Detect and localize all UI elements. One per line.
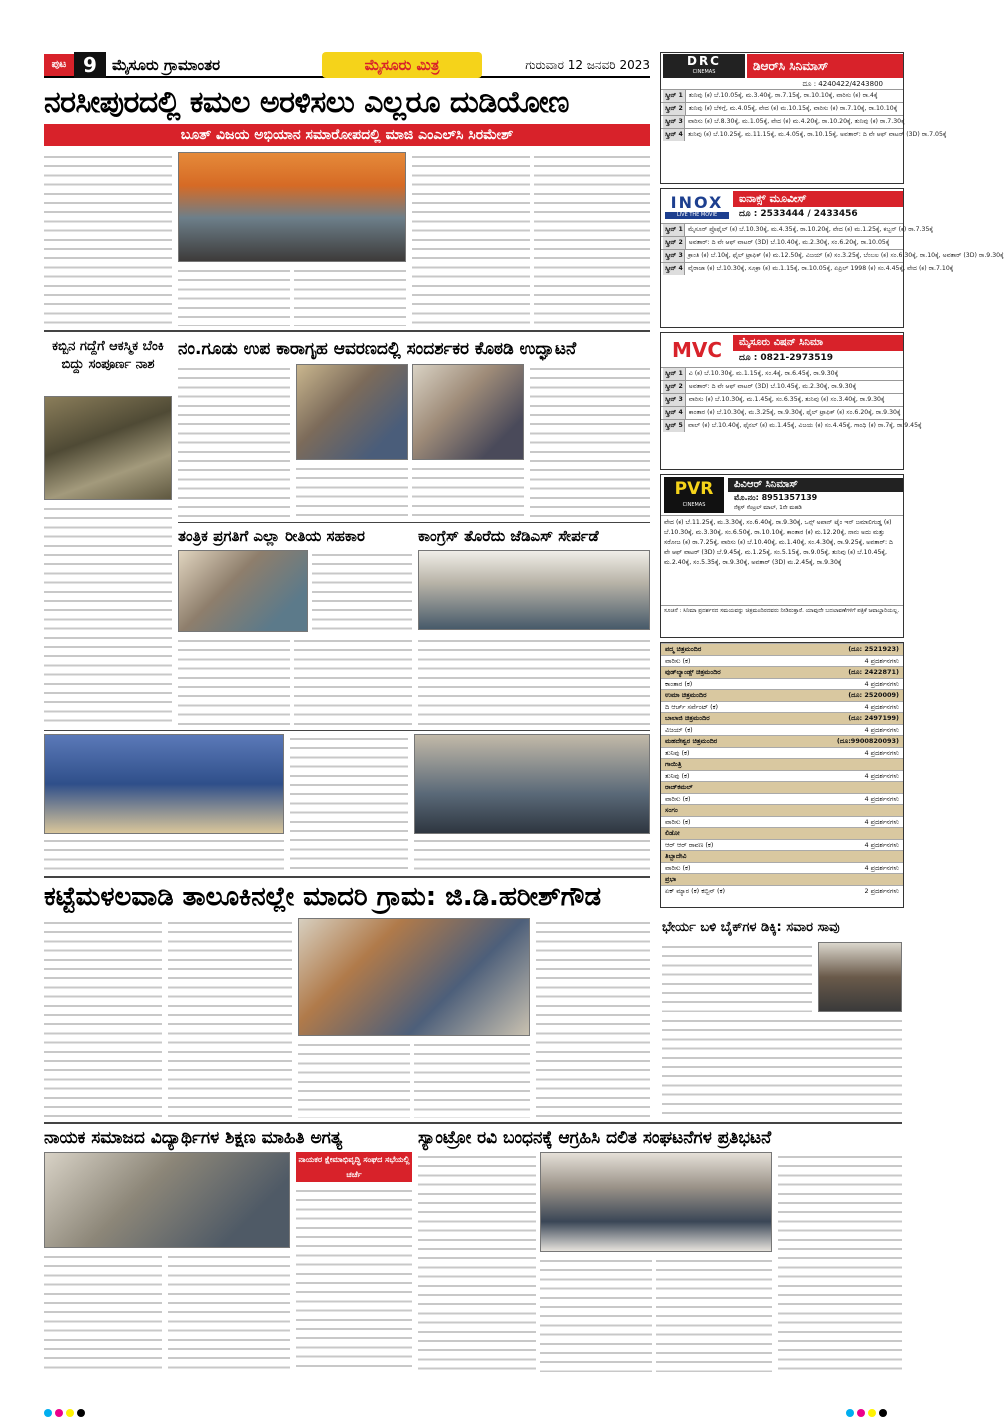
screen-label: ಸ್ಕ್ರೀನ್ 3	[663, 250, 685, 262]
showtimes: ಅವತಾರ್: ದಿ ವೇ ಆಫ್ ವಾಟರ್ (3D) ಬೆ.10.45ಕ್ಕೆ, ಮ.2.30ಕ್ಕೆ, ರಾ.9.30ಕ್ಕೆ	[688, 383, 857, 390]
jail-headline: ನಂ.ಗೂಡು ಉಪ ಕಾರಾಗೃಹ ಆವರಣದಲ್ಲಿ ಸಂದರ್ಶಕರ ಕೊಠಡಿ ಉದ್ಘಾಟನೆ	[178, 339, 577, 359]
model-village-body-col1	[44, 918, 162, 1118]
nayaka-photo	[44, 1152, 290, 1248]
showtimes: ತುನಿವು (ಕ) ಬೆಳಿಗ್ಗೆ, ಮ.4.05ಕ್ಕೆ, ವೇದ (ಕ) ಮ.10.15ಕ್ಕೆ, ವಾರಿಸು (ಕ) ರಾ.7.10ಕ್ಕೆ, ರಾ.10.10ಕ್ಕೆ	[688, 105, 898, 112]
tech-body-col3	[294, 636, 412, 726]
cinema-drc	[660, 52, 947, 184]
protest-body-col2	[540, 1256, 652, 1372]
film-title: ವಾರಿಸು (ಕ)	[665, 817, 691, 826]
screen-label: ಸ್ಕ್ರೀನ್ 4	[663, 263, 685, 275]
theatre-name-row	[661, 758, 903, 770]
theatre-name: ಸಂಗಂ	[665, 806, 678, 814]
pvr-note: ಸೂಚನೆ : ಸಿನಿಮಾ ಪ್ರದರ್ಶನದ ಸಮಯವನ್ನು ಚಿತ್ರಮಂದಿರದವರು ನೀಡಿರುತ್ತಾರೆ. ಯಾವುದೇ ಬದಲಾವಣೆಗಳಿಗೆ ಪತ್ರಿಕೆ ಜವಾಬ್ದಾರಿಯಲ್ಲ.	[661, 605, 903, 633]
cinema-header	[661, 53, 903, 79]
theatre-name: ರಾಜ್‌ಕಮಲ್	[665, 783, 693, 791]
theatre-film-row	[661, 885, 903, 897]
show-count: 2 ಪ್ರದರ್ಶನಗಳು	[864, 886, 899, 895]
mvc-logo: MVC	[671, 338, 723, 362]
lead-photo	[178, 152, 406, 262]
show-count: 4 ಪ್ರದರ್ಶನಗಳು	[864, 840, 899, 849]
theatre-phone: (ದೂ:9900820093)	[836, 737, 899, 745]
tech-photo	[178, 550, 308, 632]
screen-label: ಸ್ಕ್ರೀನ್ 2	[663, 381, 686, 393]
showtimes: ಕಾಂತಾರ (ಕ) ಬೆ.10.30ಕ್ಕೆ, ಮ.3.25ಕ್ಕೆ, ರಾ.9.30ಕ್ಕೆ, ಫೈಲ್ ಟ್ರಾಫಿಕ್ (ಕ) ಸಂ.6.20ಕ್ಕೆ, ರಾ.9.30ಕ್ಕೆ	[688, 409, 901, 416]
showtimes: ಮೈಸೂರ್ ಪ್ರೊಫೈಲ್ (ಕ) ಬೆ.10.30ಕ್ಕೆ, ಮ.4.35ಕ್ಕೆ, ರಾ.10.20ಕ್ಕೆ, ವೇದ (ಕ) ಮ.1.25ಕ್ಕೆ, ಕಬ್ಬನ್ (ಕ) ರಾ.7.35ಕ್ಕೆ	[688, 226, 934, 233]
drc-name: ಡಿಆರ್‌ಸಿ ಸಿನಿಮಾಸ್	[747, 54, 903, 78]
inox-logo: INOX LIVE THE MOVIE	[665, 194, 729, 219]
event-body	[290, 734, 408, 872]
film-title: ಏಕ್ ಮ್ಯಾರ (ಕ) ಕಬ್ಬಿನ್ (ಕ)	[665, 886, 726, 895]
screen-label: ಸ್ಕ್ರೀನ್ 5	[663, 420, 685, 432]
lead-headline: ನರಸೀಪುರದಲ್ಲಿ ಕಮಲ ಅರಳಿಸಲು ಎಲ್ಲರೂ ದುಡಿಯೋಣ	[44, 85, 569, 120]
theatre-name-row	[661, 804, 903, 816]
jds-headline: ಕಾಂಗ್ರೆಸ್ ತೊರೆದು ಜೆಡಿಎಸ್ ಸೇರ್ಪಡೆ	[418, 527, 599, 545]
drc-screen-row	[661, 115, 903, 128]
theatre-film-row	[661, 770, 903, 782]
film-title: ವಾರಿಸು (ಕ)	[665, 863, 691, 872]
accident-body-col2	[662, 1016, 902, 1118]
accident-headline: ಭೇರ್ಯ ಬಳಿ ಬೈಕ್‌ಗಳ ಡಿಕ್ಕಿ: ಸವಾರ ಸಾವು	[662, 920, 840, 935]
inox-screen-row	[661, 249, 1004, 262]
theatre-name-row	[661, 850, 903, 862]
theatre-name-row	[661, 873, 903, 885]
mvc-phone: ದೂ : 0821-2973519	[739, 353, 834, 363]
show-count: 4 ಪ್ರದರ್ಶನಗಳು	[864, 702, 899, 711]
theatre-name: ಉಮಾ ಚಿತ್ರಮಂದಿರ	[665, 691, 707, 699]
theatre-film-row	[661, 793, 903, 805]
mvc-screen-row	[661, 380, 903, 393]
jail-body-col4	[530, 364, 650, 518]
drc-phone: ದೂ : 4240422/4243800	[802, 80, 883, 88]
inox-name: ಐನಾಕ್ಸ್ ಮೂವೀಸ್	[733, 191, 903, 207]
drc-screen-row	[661, 89, 903, 102]
inox-phone: ದೂ : 2533444 / 2433456	[739, 209, 858, 219]
pvr-name: ಪಿವಿಆರ್ ಸಿನಿಮಾಸ್	[728, 478, 903, 492]
page-label: ಪುಟ	[44, 54, 74, 76]
inox-screen-row	[661, 262, 954, 275]
accident-victim-photo	[818, 942, 902, 1012]
masthead	[44, 52, 650, 78]
inox-screen-row	[661, 236, 903, 249]
fire-body	[44, 504, 172, 726]
showtimes: ವಾಲ್ (ಕ) ಬೆ.10.40ಕ್ಕೆ, ಫೈನಲ್ (ಕ) ಮ.1.45ಕ್ಕೆ, ವಿಜಯ (ಕ) ಸಂ.4.45ಕ್ಕೆ, ಗಾಂಧಿ (ಕ) ರಾ.7ಕ್ಕೆ, ರಾ.9.45ಕ್ಕೆ	[688, 422, 922, 429]
print-registration-marks	[44, 1402, 144, 1412]
drc-rows	[661, 89, 947, 141]
protest-headline: ಸ್ಯಾಂಟ್ರೋ ರವಿ ಬಂಧನಕ್ಕೆ ಆಗ್ರಹಿಸಿ ದಲಿತ ಸಂಘಟನೆಗಳ ಪ್ರತಿಭಟನೆ	[418, 1128, 772, 1148]
theatre-name: ಮಹದೇಶ್ವರ ಚಿತ್ರಮಂದಿರ	[665, 737, 718, 745]
show-count: 4 ಪ್ರದರ್ಶನಗಳು	[864, 771, 899, 780]
theatre-name: ಗಾಯಿತ್ರಿ	[665, 760, 682, 768]
showtimes: ವಾರಿಸು (ಕ) ಬೆ.8.30ಕ್ಕೆ, ಮ.1.05ಕ್ಕೆ, ವೇದ (ಕ) ಮ.4.20ಕ್ಕೆ, ರಾ.10.20ಕ್ಕೆ, ತುನಿವು (ಕ) ರಾ.7.30ಕ್ಕೆ	[688, 118, 905, 125]
model-village-body-col2	[168, 918, 292, 1118]
theatre-name-row	[661, 735, 903, 747]
showtimes: ಅವತಾರ್: ದಿ ವೇ ಆಫ್ ವಾಟರ್ (3D) ಬೆ.10.40ಕ್ಕೆ, ಮ.2.30ಕ್ಕೆ, ಸಂ.6.20ಕ್ಕೆ, ರಾ.10.05ಕ್ಕೆ	[688, 239, 890, 246]
cinema-header	[661, 333, 903, 367]
show-count: 4 ಪ್ರದರ್ಶನಗಳು	[864, 725, 899, 734]
jds-photo	[418, 550, 650, 630]
screen-label: ಸ್ಕ್ರೀನ್ 3	[663, 116, 685, 128]
meeting-caption	[414, 836, 650, 872]
cinema-mvc	[660, 332, 922, 470]
show-count: 4 ಪ್ರದರ್ಶನಗಳು	[864, 679, 899, 688]
theatre-film-row	[661, 839, 903, 851]
mvc-screen-row	[661, 367, 903, 380]
pvr-listing: ವೇದ (ಕ) ಬೆ.11.25ಕ್ಕೆ, ಮ.3.30ಕ್ಕೆ, ಸಂ.6.40ಕ್ಕೆ, ರಾ.9.30ಕ್ಕೆ, ಒನ್ಸ್ ಅಪಾನ್ ಟೈಂ ಇನ್ ಜಮಾಲಿಗುಡ್ಡ (ಕ) ಬೆ.10.30ಕ್ಕೆ, ಮ.3.30ಕ್ಕೆ, ಸಂ.6.50ಕ್ಕೆ, ರಾ.10.10ಕ್ಕೆ, ಕಾಂತಾರ (ಕ) ಮ.12.20ಕ್ಕೆ, ನಾನು ಅದು ಮತ್ತು ಸರೋಜ (ಕ) ರಾ.7.25ಕ್ಕೆ, ವಾರಿಸು (ಕ) ಬೆ.10.40ಕ್ಕೆ, ಮ.1.40ಕ್ಕೆ, ಸಂ.4.30ಕ್ಕೆ, ರಾ.9.25ಕ್ಕೆ, ಅವತಾರ್: ದಿ ವೇ ಆಫ್ ವಾಟರ್ (3D) ಬೆ.9.45ಕ್ಕೆ, ಮ.1.25ಕ್ಕೆ, ಸಂ.5.15ಕ್ಕೆ, ರಾ.9.05ಕ್ಕೆ, ತುನಿವು (ಕ) ಬೆ.10.45ಕ್ಕೆ, ಮ.2.40ಕ್ಕೆ, ಸಂ.5.35ಕ್ಕೆ, ರಾ.9.30ಕ್ಕೆ, ಅವತಾರ್ (3D) ಮ.2.45ಕ್ಕೆ, ರಾ.9.30ಕ್ಕೆ	[661, 515, 903, 605]
jail-body-col3	[412, 464, 524, 518]
screen-label: ಸ್ಕ್ರೀನ್ 1	[663, 224, 685, 236]
lead-body-col4	[412, 152, 530, 326]
theatre-phone: (ದೂ: 2521923)	[848, 645, 899, 653]
fire-headline: ಕಬ್ಬಿನ ಗದ್ದೆಗೆ ಆಕಸ್ಮಿಕ ಬೆಂಕಿ ಬಿದ್ದು ಸಂಪೂರ್ಣ ನಾಶ	[52, 339, 164, 372]
show-count: 4 ಪ್ರದರ್ಶನಗಳು	[864, 817, 899, 826]
tech-headline: ತಂತ್ರಿಕ ಪ್ರಗತಿಗೆ ಎಲ್ಲಾ ರೀತಿಯ ಸಹಕಾರ	[178, 527, 365, 545]
nayaka-body-col2	[44, 1252, 162, 1372]
print-registration-marks	[846, 1402, 906, 1412]
jail-body-col2	[296, 464, 408, 518]
film-title: ವಿಜಯ್ (ಕ)	[665, 725, 693, 734]
screen-label: ಸ್ಕ್ರೀನ್ 3	[663, 394, 686, 406]
theatre-name: ಬಾಲಾಜಿ ಚಿತ್ರಮಂದಿರ	[665, 714, 710, 722]
lead-body-col3	[294, 266, 406, 326]
fire-photo	[44, 396, 172, 500]
jds-body	[418, 636, 650, 726]
screen-label: ಸ್ಕ್ರೀನ್ 4	[663, 407, 686, 419]
divider	[44, 730, 650, 731]
cinema-inox	[660, 188, 1004, 328]
cinema-pvr	[660, 474, 904, 638]
theatre-name-row	[661, 827, 903, 839]
accident-body-col1	[662, 942, 812, 1012]
paper-name: ಮೈಸೂರು ಮಿತ್ರ	[322, 52, 482, 78]
theatre-film-row	[661, 862, 903, 874]
showtimes: ತುನಿವು (ಕ) ಬೆ.10.25ಕ್ಕೆ, ಮ.11.15ಕ್ಕೆ, ಮ.4.05ಕ್ಕೆ, ರಾ.10.15ಕ್ಕೆ, ಅವತಾರ್: ದಿ ವೇ ಆಫ್ ವಾಟರ್ (3D) ರಾ.7.05ಕ್ಕೆ	[688, 131, 947, 138]
show-count: 4 ಪ್ರದರ್ಶನಗಳು	[864, 748, 899, 757]
film-title: ದಿ ಆರ್ಚ್ ಸರ್ವೆಂಟ್ (ಕ)	[665, 702, 719, 711]
cinema-header	[661, 189, 903, 223]
film-title: ಕಾಂತಾರ (ಕ)	[665, 679, 693, 688]
screen-label: ಸ್ಕ್ರೀನ್ 4	[663, 129, 685, 141]
model-village-body-col5	[536, 918, 650, 1118]
theatre-phone: (ದೂ: 2422871)	[848, 668, 899, 676]
model-village-headline: ಕಟ್ಟೆಮಳಲವಾಡಿ ತಾಲೂಕಿನಲ್ಲೇ ಮಾದರಿ ಗ್ರಾಮ: ಜಿ.ಡಿ.ಹರೀಶ್‌ಗೌಡ	[44, 882, 602, 912]
nayaka-headline: ನಾಯಕ ಸಮಾಜದ ವಿದ್ಯಾರ್ಥಿಗಳ ಶಿಕ್ಷಣ ಮಾಹಿತಿ ಅಗತ್ಯ	[44, 1128, 343, 1148]
mvc-screen-row	[661, 419, 922, 432]
tech-body-col1	[312, 550, 412, 632]
tech-body-col2	[178, 636, 290, 726]
cinema-header	[661, 475, 903, 515]
event-caption	[44, 836, 284, 872]
showtimes: ವಾರಿಸು (ಕ) ಬೆ.10.30ಕ್ಕೆ, ಮ.1.45ಕ್ಕೆ, ಸಂ.6.35ಕ್ಕೆ, ತುನಿವು (ಕ) ಸಂ.3.40ಕ್ಕೆ, ರಾ.9.30ಕ್ಕೆ	[688, 396, 885, 403]
protest-body-col3	[656, 1256, 772, 1372]
screen-label: ಸ್ಕ್ರೀನ್ 1	[663, 368, 686, 380]
nayaka-subhead: ನಾಯಕರ ಕ್ಷೇಮಾಭಿವೃದ್ಧಿ ಸಂಘದ ಸಭೆಯಲ್ಲಿ ಚರ್ಚೆ	[296, 1152, 412, 1182]
pvr-address: ನೆಕ್ಸಸ್ ಸೆಂಟ್ರಲ್ ಮಾಲ್, 1ನೇ ಮಹಡಿ	[734, 505, 802, 511]
section-title: ಮೈಸೂರು ಗ್ರಾಮಾಂತರ	[112, 56, 221, 74]
drc-screen-row	[661, 102, 903, 115]
showtimes: ಕ್ರಾಂತಿ (ಕ) ಬೆ.10ಕ್ಕೆ, ಫೈಲ್ ಟ್ರಾಫಿಕ್ (ಕ) ಮ.12.50ಕ್ಕೆ, ವಿಜಯ್ (ಕ) ಸಂ.3.25ಕ್ಕೆ, ಬೆಂಬಲ (ಕ) ಸಂ.6.30ಕ್ಕೆ, ರಾ.10ಕ್ಕೆ, ಅವತಾರ್ (3D) ರಾ.9.30ಕ್ಕೆ	[688, 252, 1004, 259]
nayaka-body-col1	[296, 1186, 412, 1372]
protest-body-col4	[778, 1152, 902, 1372]
lead-body-col5	[534, 152, 650, 326]
theatre-film-row	[661, 747, 903, 759]
meeting-photo	[414, 734, 650, 834]
divider	[44, 1122, 902, 1124]
theatre-name-row	[661, 643, 903, 655]
theatre-name: ತಿಬ್ಬಾದೇವಿ	[665, 852, 687, 860]
theatre-film-row	[661, 701, 903, 713]
nayaka-body-col3	[168, 1252, 290, 1372]
theatre-name-row	[661, 666, 903, 678]
lead-body-col2	[178, 266, 290, 326]
lead-body-col1	[44, 152, 172, 326]
drc-screen-row	[661, 128, 947, 141]
jail-photo-2	[412, 364, 524, 460]
date: ಗುರುವಾರ 12 ಜನವರಿ 2023	[525, 58, 650, 72]
model-village-body-col4	[414, 1040, 530, 1118]
theatre-name: ಪದ್ಮ ಚಿತ್ರಮಂದಿರ	[665, 645, 702, 653]
lead-subhead: ಬೂತ್ ವಿಜಯ ಅಭಿಯಾನ ಸಮಾರೋಪದಲ್ಲಿ ಮಾಜಿ ಎಂಎಲ್‌ಸಿ ಸಿರಮೇಶ್	[44, 124, 650, 146]
show-count: 4 ಪ್ರದರ್ಶನಗಳು	[864, 656, 899, 665]
jail-body-col1	[178, 364, 290, 518]
theatre-name: ಪ್ರಭಾ	[665, 875, 677, 883]
event-photo	[44, 734, 284, 834]
protest-body-col1	[418, 1152, 536, 1372]
theatre-name: ಲಿಡೋ	[665, 829, 680, 837]
theatre-list	[660, 642, 904, 908]
screen-label: ಸ್ಕ್ರೀನ್ 1	[663, 90, 686, 102]
model-village-body-col3	[298, 1040, 410, 1118]
film-title: ತುನಿವು (ಕ)	[665, 771, 690, 780]
page-number: 9	[74, 52, 106, 78]
film-title: ತುನಿವು (ಕ)	[665, 748, 690, 757]
theatre-name-row	[661, 689, 903, 701]
film-title: ವಾರಿಸು (ಕ)	[665, 656, 691, 665]
showtimes: ವಿ (ಕ) ಬೆ.10.30ಕ್ಕೆ, ಮ.1.15ಕ್ಕೆ, ಸಂ.4ಕ್ಕೆ, ರಾ.6.45ಕ್ಕೆ, ರಾ.9.30ಕ್ಕೆ	[688, 370, 839, 377]
showtimes: ತುನಿವು (ಕ) ಬೆ.10.05ಕ್ಕೆ, ಮ.3.40ಕ್ಕೆ, ರಾ.7.15ಕ್ಕೆ, ರಾ.10.10ಕ್ಕೆ, ವಾರಿಸು (ಕ) ರಾ.4ಕ್ಕೆ	[688, 92, 878, 99]
film-title: ಆರ್‌ ಆರ್ ರಾವಣ (ಕ)	[665, 840, 714, 849]
model-village-photo	[298, 918, 530, 1036]
theatre-phone: (ದೂ: 2520009)	[848, 691, 899, 699]
protest-photo	[540, 1152, 772, 1252]
inox-screen-row	[661, 223, 934, 236]
theatre-phone: (ದೂ: 2497199)	[848, 714, 899, 722]
drc-logo: DRC CINEMAS	[663, 54, 745, 78]
theatre-name-row	[661, 712, 903, 724]
inox-rows	[661, 223, 1004, 275]
mvc-screen-row	[661, 406, 903, 419]
film-title: ವಾರಿಸು (ಕ)	[665, 794, 691, 803]
divider	[44, 330, 650, 332]
mvc-rows	[661, 367, 922, 432]
show-count: 4 ಪ್ರದರ್ಶನಗಳು	[864, 794, 899, 803]
theatre-film-row	[661, 655, 903, 667]
theatre-film-row	[661, 678, 903, 690]
mvc-screen-row	[661, 393, 903, 406]
jail-photo-1	[296, 364, 408, 460]
theatre-film-row	[661, 816, 903, 828]
divider	[178, 522, 650, 523]
theatre-name-row	[661, 781, 903, 793]
pvr-phone: ಮೊ.ನಂ: 8951357139	[734, 493, 818, 502]
screen-label: ಸ್ಕ್ರೀನ್ 2	[663, 237, 686, 249]
mvc-name: ಮೈಸೂರು ವಿಷನ್ ಸಿನಿಮಾ	[733, 335, 903, 351]
show-count: 4 ಪ್ರದರ್ಶನಗಳು	[864, 863, 899, 872]
showtimes: ವೈರಾಜಾ (ಕ) ಬೆ.10.30ಕ್ಕೆ, ಸೂಕ್ರಾ (ಕ) ಮ.1.15ಕ್ಕೆ, ರಾ.10.05ಕ್ಕೆ, ಏಪ್ರಿಲ್ 1998 (ಕ) ಸಂ.4.45ಕ್ಕೆ, ವೇದ (ಕ) ರಾ.7.10ಕ್ಕೆ	[688, 265, 954, 272]
theatre-name: ವುಡ್‌ಲ್ಯಾಂಡ್ಸ್ ಚಿತ್ರಮಂದಿರ	[665, 668, 721, 676]
screen-label: ಸ್ಕ್ರೀನ್ 2	[663, 103, 686, 115]
theatre-film-row	[661, 724, 903, 736]
pvr-logo: PVR CINEMAS	[664, 477, 724, 513]
divider	[44, 876, 650, 878]
